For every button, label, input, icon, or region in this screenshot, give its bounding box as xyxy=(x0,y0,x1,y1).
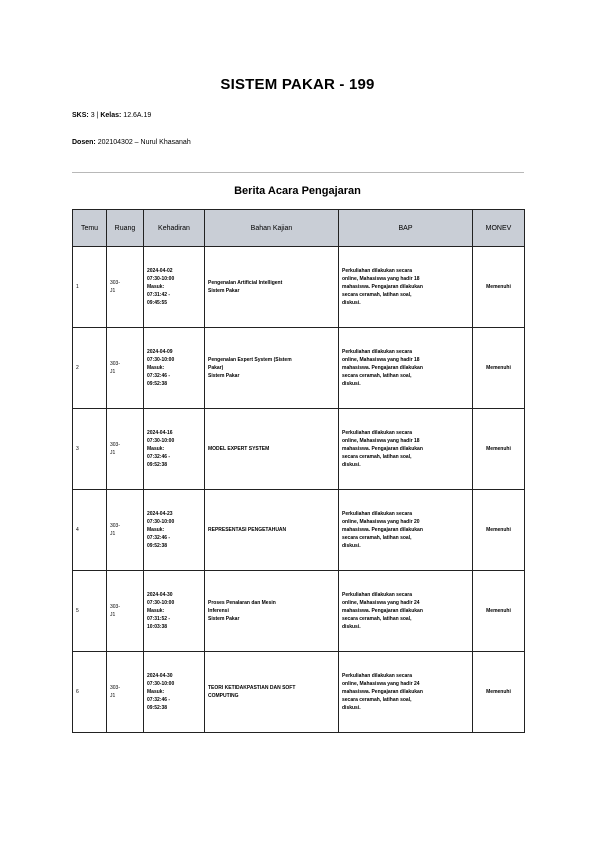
ruang-line: 303- xyxy=(110,280,121,286)
ruang-cell xyxy=(107,571,144,652)
kehadiran-line: 07:30-10:00 xyxy=(147,357,175,363)
table-row xyxy=(73,571,525,652)
bahan-kajian-cell xyxy=(205,571,339,652)
ruang-line: J1 xyxy=(110,450,116,456)
monev-cell: Memenuhi xyxy=(473,571,525,652)
section-title: Berita Acara Pengajaran xyxy=(234,185,361,197)
kehadiran-line: 2024-04-09 xyxy=(147,349,173,355)
column-header-bahan-kajian: Bahan Kajian xyxy=(205,210,339,247)
ruang-line: 303- xyxy=(110,685,121,691)
kehadiran-line: 07:30-10:00 xyxy=(147,438,175,444)
bahan-kajian-line: Proses Penalaran dan Mesin xyxy=(208,600,276,606)
bap-line: Perkuliahan dilakukan secara xyxy=(342,511,413,517)
bap-line: diskusi. xyxy=(342,543,361,549)
kehadiran-cell xyxy=(144,247,205,328)
bap-line: secara ceramah, latihan soal, xyxy=(342,535,412,541)
kehadiran-cell xyxy=(144,409,205,490)
kehadiran-line: 09:52:38 xyxy=(147,705,168,711)
temu-cell: 1 xyxy=(73,247,107,328)
kehadiran-line: 2024-04-30 xyxy=(147,592,173,598)
bap-line: online, Mahasiswa yang hadir 24 xyxy=(342,600,420,606)
kehadiran-line: 07:31:42 - xyxy=(147,292,171,298)
bahan-kajian-cell xyxy=(205,247,339,328)
kehadiran-line: 07:32:46 - xyxy=(147,535,171,541)
bap-line: Perkuliahan dilakukan secara xyxy=(342,349,413,355)
sks-value: 3 xyxy=(90,112,95,119)
bahan-kajian-line: MODEL EXPERT SYSTEM xyxy=(208,446,270,452)
ruang-cell xyxy=(107,652,144,733)
bahan-kajian-cell xyxy=(205,409,339,490)
bap-line: secara ceramah, latihan soal, xyxy=(342,697,412,703)
table-row xyxy=(73,652,525,733)
bap-line: mahasiswa. Pengajaran dilakukan xyxy=(342,689,423,695)
bap-line: diskusi. xyxy=(342,462,361,468)
bahan-kajian-line: REPRESENTASI PENGETAHUAN xyxy=(208,527,287,533)
ruang-line: J1 xyxy=(110,288,116,294)
temu-cell: 5 xyxy=(73,571,107,652)
ruang-line: J1 xyxy=(110,693,116,699)
ruang-line: 303- xyxy=(110,604,121,610)
bahan-kajian-cell xyxy=(205,328,339,409)
kehadiran-line: 07:30-10:00 xyxy=(147,519,175,525)
bap-line: mahasiswa. Pengajaran dilakukan xyxy=(342,527,423,533)
sks-label: SKS: xyxy=(72,112,89,119)
kehadiran-line: 07:32:46 - xyxy=(147,373,171,379)
monev-cell: Memenuhi xyxy=(473,652,525,733)
kehadiran-line: 10:03:38 xyxy=(147,624,168,630)
kehadiran-line: 07:30-10:00 xyxy=(147,276,175,282)
column-header-ruang: Ruang xyxy=(107,210,144,247)
kehadiran-line: 09:52:38 xyxy=(147,543,168,549)
bahan-kajian-line: TEORI KETIDAKPASTIAN DAN SOFT xyxy=(208,685,296,691)
monev-cell: Memenuhi xyxy=(473,490,525,571)
table-body xyxy=(73,247,525,733)
temu-cell: 6 xyxy=(73,652,107,733)
kehadiran-line: 2024-04-02 xyxy=(147,268,173,274)
bap-line: online, Mahasiswa yang hadir 24 xyxy=(342,681,420,687)
bahan-kajian-line: Sistem Pakar xyxy=(208,373,240,379)
ruang-line: J1 xyxy=(110,612,116,618)
kehadiran-line: 07:30-10:00 xyxy=(147,600,175,606)
bap-line: online, Mahasiswa yang hadir 18 xyxy=(342,438,420,444)
table-row xyxy=(73,490,525,571)
bap-cell xyxy=(339,571,473,652)
table-row xyxy=(73,328,525,409)
page-title: SISTEM PAKAR - 199 xyxy=(220,76,375,93)
separator: | xyxy=(96,112,99,119)
table-row xyxy=(73,409,525,490)
temu-cell: 3 xyxy=(73,409,107,490)
kelas-value: 12.6A.19 xyxy=(123,112,152,119)
ruang-cell xyxy=(107,409,144,490)
ruang-cell xyxy=(107,490,144,571)
bap-line: secara ceramah, latihan soal, xyxy=(342,373,412,379)
kehadiran-line: 2024-04-30 xyxy=(147,673,173,679)
kehadiran-line: Masuk: xyxy=(147,527,165,533)
bap-line: Perkuliahan dilakukan secara xyxy=(342,592,413,598)
bap-cell xyxy=(339,490,473,571)
ruang-line: 303- xyxy=(110,442,121,448)
bap-line: online, Mahasiswa yang hadir 20 xyxy=(342,519,420,525)
bahan-kajian-line: Sistem Pakar xyxy=(208,288,240,294)
column-header-temu: Temu xyxy=(73,210,107,247)
column-header-monev: MONEV xyxy=(473,210,525,247)
table-row xyxy=(73,247,525,328)
dosen-label: Dosen: xyxy=(72,139,96,146)
kehadiran-line: 09:45:55 xyxy=(147,300,168,306)
bahan-kajian-line: Inferensi xyxy=(208,608,229,614)
ruang-cell xyxy=(107,328,144,409)
ruang-line: 303- xyxy=(110,361,121,367)
kehadiran-line: 07:32:46 - xyxy=(147,697,171,703)
monev-cell: Memenuhi xyxy=(473,409,525,490)
kehadiran-line: 09:52:38 xyxy=(147,462,168,468)
kehadiran-line: 09:52:38 xyxy=(147,381,168,387)
kehadiran-line: 2024-04-23 xyxy=(147,511,173,517)
bahan-kajian-line: COMPUTING xyxy=(208,693,239,699)
bahan-kajian-line: Pakar) xyxy=(208,365,224,371)
kehadiran-line: Masuk: xyxy=(147,365,165,371)
monev-cell: Memenuhi xyxy=(473,247,525,328)
bap-line: secara ceramah, latihan soal, xyxy=(342,292,412,298)
bap-line: diskusi. xyxy=(342,624,361,630)
monev-cell: Memenuhi xyxy=(473,328,525,409)
kehadiran-cell xyxy=(144,571,205,652)
bap-line: diskusi. xyxy=(342,705,361,711)
bap-line: diskusi. xyxy=(342,300,361,306)
ruang-cell xyxy=(107,247,144,328)
kehadiran-line: 07:30-10:00 xyxy=(147,681,175,687)
ruang-line: J1 xyxy=(110,369,116,375)
bap-line: mahasiswa. Pengajaran dilakukan xyxy=(342,365,423,371)
kehadiran-cell xyxy=(144,328,205,409)
bap-line: Perkuliahan dilakukan secara xyxy=(342,430,413,436)
course-info xyxy=(72,111,151,120)
temu-cell: 2 xyxy=(73,328,107,409)
kehadiran-line: Masuk: xyxy=(147,284,165,290)
ruang-line: 303- xyxy=(110,523,121,529)
temu-cell: 4 xyxy=(73,490,107,571)
kehadiran-cell xyxy=(144,490,205,571)
kehadiran-line: Masuk: xyxy=(147,689,165,695)
kehadiran-line: 07:32:46 - xyxy=(147,454,171,460)
bap-cell xyxy=(339,247,473,328)
bahan-kajian-cell xyxy=(205,652,339,733)
divider xyxy=(72,172,524,173)
bap-line: mahasiswa. Pengajaran dilakukan xyxy=(342,608,423,614)
bap-line: diskusi. xyxy=(342,381,361,387)
lecturer-info xyxy=(72,138,191,147)
bap-cell xyxy=(339,409,473,490)
kehadiran-line: Masuk: xyxy=(147,446,165,452)
bap-line: online, Mahasiswa yang hadir 18 xyxy=(342,357,420,363)
bap-line: Perkuliahan dilakukan secara xyxy=(342,673,413,679)
kehadiran-line: 07:31:52 - xyxy=(147,616,171,622)
table-header-row xyxy=(73,210,525,247)
kehadiran-line: 2024-04-16 xyxy=(147,430,173,436)
kehadiran-line: Masuk: xyxy=(147,608,165,614)
column-header-kehadiran: Kehadiran xyxy=(144,210,205,247)
ruang-line: J1 xyxy=(110,531,116,537)
bahan-kajian-line: Pengenalan Artificial Intelligent xyxy=(208,280,283,286)
bap-line: Perkuliahan dilakukan secara xyxy=(342,268,413,274)
bap-cell xyxy=(339,652,473,733)
bap-line: secara ceramah, latihan soal, xyxy=(342,454,412,460)
bap-cell xyxy=(339,328,473,409)
column-header-bap: BAP xyxy=(339,210,473,247)
bap-line: mahasiswa. Pengajaran dilakukan xyxy=(342,446,423,452)
kelas-label: Kelas: xyxy=(100,112,122,119)
bahan-kajian-cell xyxy=(205,490,339,571)
bahan-kajian-line: Sistem Pakar xyxy=(208,616,240,622)
bap-line: mahasiswa. Pengajaran dilakukan xyxy=(342,284,423,290)
kehadiran-cell xyxy=(144,652,205,733)
bap-line: online, Mahasiswa yang hadir 18 xyxy=(342,276,420,282)
bahan-kajian-line: Pengenalan Expert System (Sistem xyxy=(208,357,292,363)
bap-line: secara ceramah, latihan soal, xyxy=(342,616,412,622)
bap-table xyxy=(72,209,525,733)
dosen-value: 202104302 – Nurul Khasanah xyxy=(97,139,191,146)
